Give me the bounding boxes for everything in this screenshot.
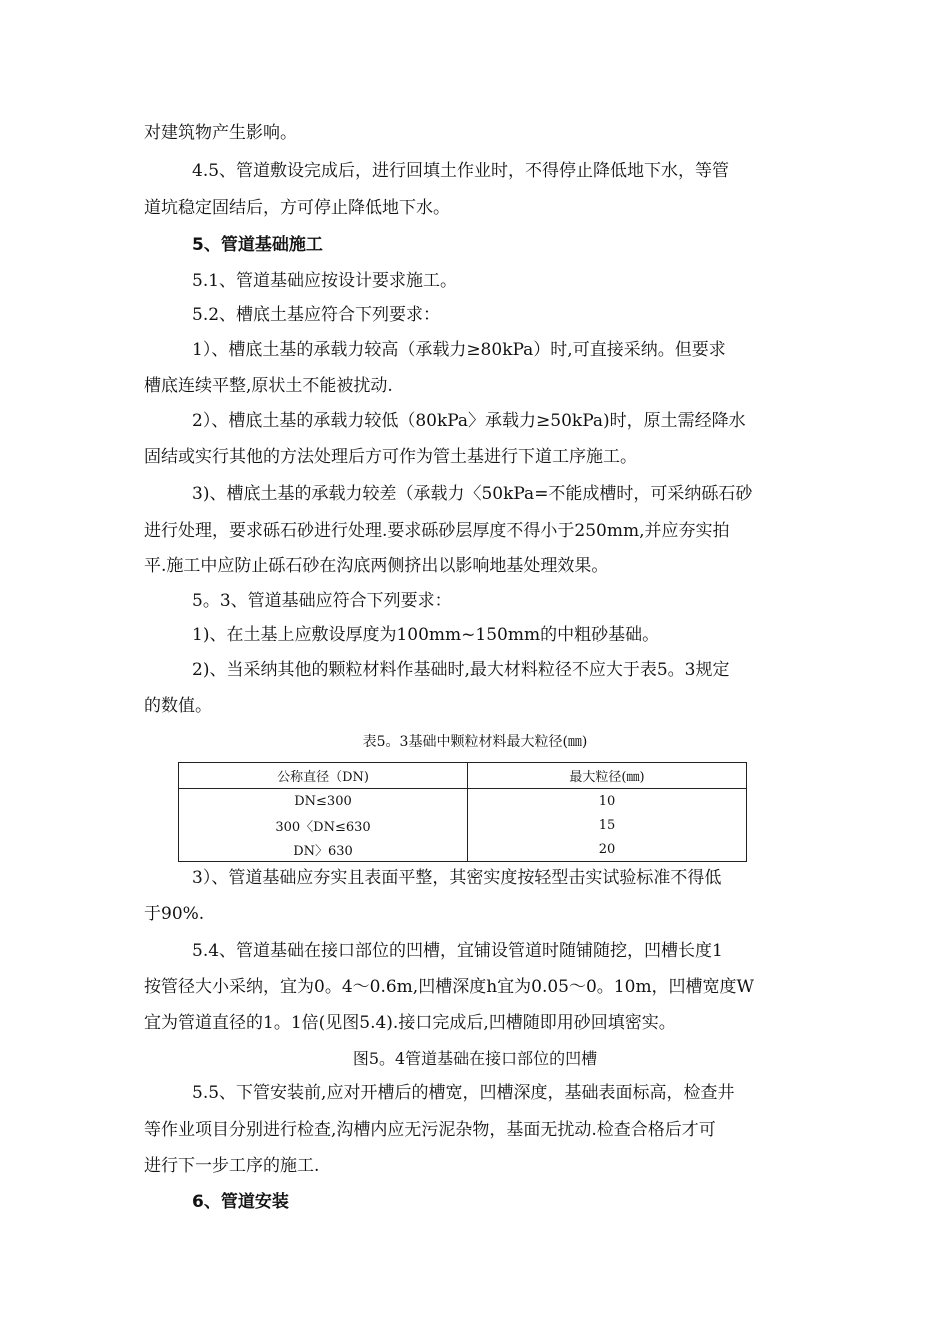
paragraph-item-2: 2）、槽底土基的承载力较低（80kPa〉承载力≥50kPa)时，原土需经降水 — [192, 411, 746, 431]
paragraph-item-1: 1)、在土基上应敷设厚度为100mm~150mm的中粗砂基础。 — [192, 625, 660, 645]
section-heading-5: 5、管道基础施工 — [192, 235, 323, 255]
paragraph-item-3: 3）、管道基础应夯实且表面平整，其密实度按轻型击实试验标准不得低 — [192, 868, 722, 888]
paragraph-line: 固结或实行其他的方法处理后方可作为管土基进行下道工序施工。 — [144, 447, 637, 467]
table-cell: 300〈DN≤630 — [179, 813, 468, 837]
table-row — [179, 837, 747, 862]
paragraph-line: 按管径大小采纳，宜为0。4～0.6m,凹槽深度h宜为0.05～0。10m，凹槽宽度W — [144, 977, 755, 997]
table-cell: 20 — [468, 837, 747, 862]
paragraph-line: 平.施工中应防止砾石砂在沟底两侧挤出以影响地基处理效果。 — [144, 556, 609, 576]
paragraph-line: 对建筑物产生影响。 — [144, 123, 297, 143]
paragraph-line: 等作业项目分别进行检查,沟槽内应无污泥杂物，基面无扰动.检查合格后才可 — [144, 1120, 716, 1140]
paragraph-line: 槽底连续平整,原状土不能被扰动. — [144, 376, 393, 396]
paragraph-item-2: 2)、当采纳其他的颗粒材料作基础时,最大材料粒径不应大于表5。3规定 — [192, 660, 730, 680]
paragraph-line: 进行处理，要求砾石砂进行处理.要求砾砂层厚度不得小于250mm,并应夯实拍 — [144, 521, 730, 541]
paragraph-line: 于90%. — [144, 904, 205, 924]
particle-size-table — [178, 762, 747, 862]
paragraph-5-2: 5.2、槽底土基应符合下列要求： — [192, 305, 441, 325]
paragraph-5-5: 5.5、下管安装前,应对开槽后的槽宽，凹槽深度，基础表面标高，检查井 — [192, 1083, 735, 1103]
paragraph-line: 宜为管道直径的1。1倍(见图5.4).接口完成后,凹槽随即用砂回填密实。 — [144, 1013, 676, 1033]
table-header-row — [179, 763, 747, 789]
section-heading-6: 6、管道安装 — [192, 1192, 289, 1212]
column-header-nominal-diameter: 公称直径（DN) — [179, 763, 468, 789]
table-cell: DN≤300 — [179, 789, 468, 814]
table-row — [179, 813, 747, 837]
paragraph-5-3: 5。3、管道基础应符合下列要求： — [192, 591, 452, 611]
paragraph-line: 进行下一步工序的施工. — [144, 1156, 320, 1176]
table-caption: 表5。3基础中颗粒材料最大粒径(㎜) — [362, 734, 588, 750]
table-cell: 15 — [468, 813, 747, 837]
table-cell: DN〉630 — [179, 837, 468, 862]
paragraph-5-4: 5.4、管道基础在接口部位的凹槽，宜铺设管道时随铺随挖，凹槽长度1 — [192, 941, 723, 961]
paragraph-4-5: 4.5、管道敷设完成后，进行回填土作业时，不得停止降低地下水，等管 — [192, 161, 730, 181]
paragraph-5-1: 5.1、管道基础应按设计要求施工。 — [192, 271, 458, 291]
paragraph-line: 的数值。 — [144, 696, 212, 716]
paragraph-item-1: 1）、槽底土基的承载力较高（承载力≥80kPa）时,可直接采纳。但要求 — [192, 340, 726, 360]
column-header-max-particle-size: 最大粒径(㎜) — [468, 763, 747, 789]
paragraph-line: 道坑稳定固结后，方可停止降低地下水。 — [144, 198, 450, 218]
table-row — [179, 789, 747, 814]
paragraph-item-3: 3)、槽底土基的承载力较差（承载力〈50kPa=不能成槽时，可采纳砾石砂 — [192, 484, 753, 504]
table-cell: 10 — [468, 789, 747, 814]
figure-caption: 图5。4管道基础在接口部位的凹槽 — [352, 1049, 598, 1068]
